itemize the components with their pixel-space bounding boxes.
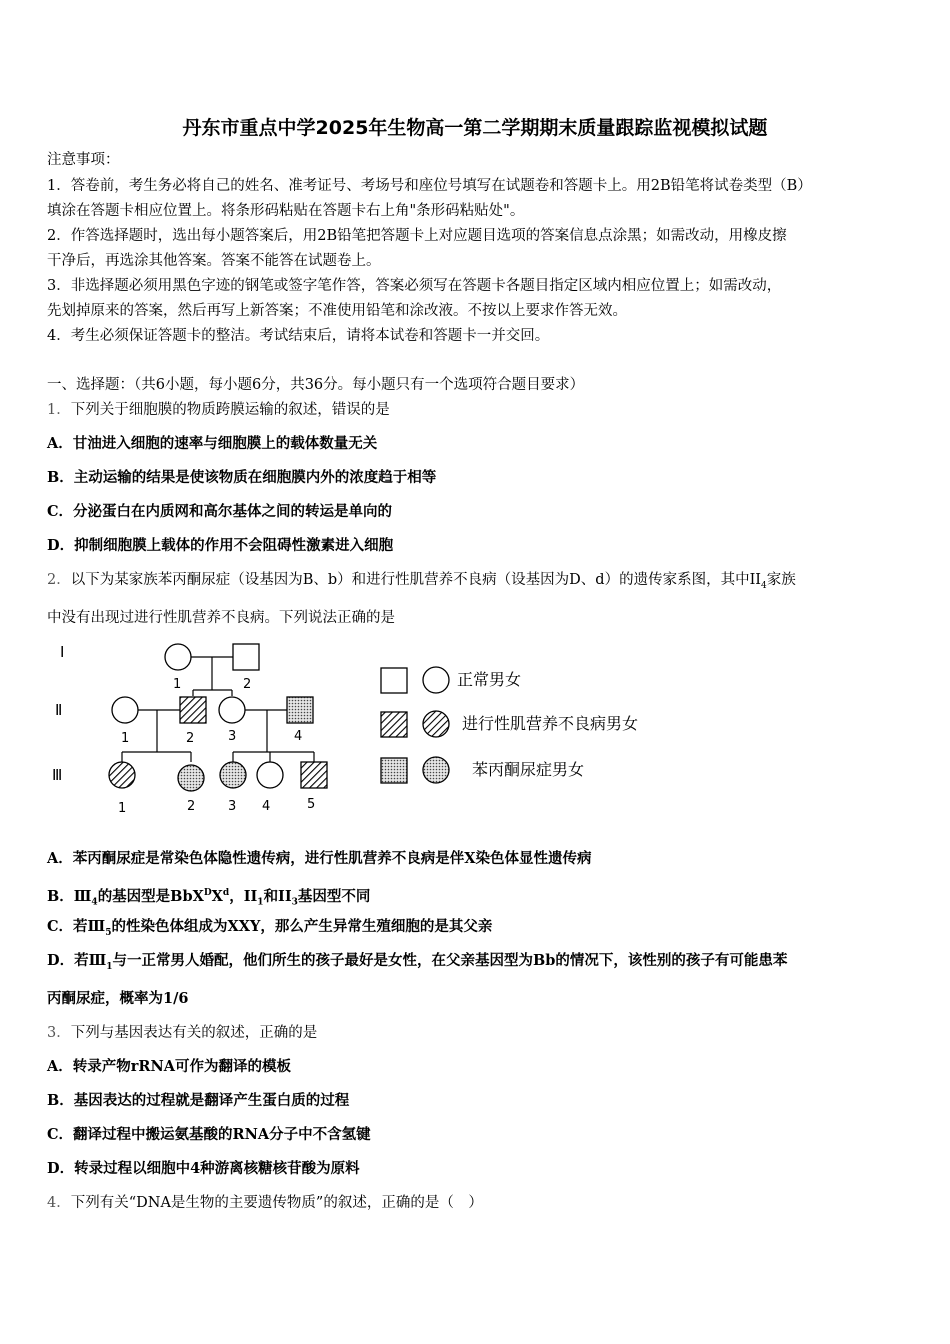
legend-female-normal xyxy=(423,667,449,693)
person-number: 1 xyxy=(121,731,130,746)
pedigree-chart xyxy=(0,630,700,830)
notice-line: 干净后，再选涂其他答案。答案不能答在试题卷上。 xyxy=(47,253,381,269)
legend-male-normal xyxy=(381,668,407,693)
question-number: 2． xyxy=(47,572,71,588)
person-III3-female-pku xyxy=(220,762,246,788)
notice-heading: 注意事项： xyxy=(47,152,120,168)
generation-label: Ⅰ xyxy=(60,643,65,661)
q2-option-d: D．若$Ⅲ_1$与一正常男人婚配，他们所生的孩子最好是女性，在父亲基因型为Bb的情况下，该性别的孩子有可能患苯 xyxy=(47,952,788,972)
question-text: 下列有关“DNA是生物的主要遗传物质”的叙述，正确的是（ ） xyxy=(70,1195,483,1211)
legend-male-pku xyxy=(381,758,407,783)
notice-line: 填涂在答题卡相应位置上。将条形码粘贴在答题卡右上角"条形码粘贴处"。 xyxy=(47,203,525,219)
generation-label: Ⅲ xyxy=(52,766,63,784)
legend-female-dmd xyxy=(423,711,449,737)
person-II2-male-dmd xyxy=(180,697,206,723)
legend-label: 苯丙酮尿症男女 xyxy=(472,760,585,779)
person-number: 3 xyxy=(228,799,237,814)
person-II4-male-pku xyxy=(287,697,313,723)
q1-option-a: A．甘油进入细胞的速率与细胞膜上的载体数量无关 xyxy=(47,435,378,452)
person-number: 2 xyxy=(243,677,252,692)
pedigree-lines xyxy=(122,657,314,762)
person-III4-female xyxy=(257,762,283,788)
q3-option-b: B．基因表达的过程就是翻译产生蛋白质的过程 xyxy=(47,1092,350,1109)
person-number: 3 xyxy=(228,729,237,744)
question-2-stem: 2．以下为某家族苯丙酮尿症（设基因为B、b）和进行性肌营养不良病（设基因为D、d）的遗传家系图，其中$II_4$家族 xyxy=(47,572,796,591)
q2-option-b: B．$Ⅲ_4$的基因型是$BbX^DX^d$，$II_1$和$II_3$基因型不同 xyxy=(47,887,371,908)
person-number: 2 xyxy=(187,799,196,814)
pedigree-legend xyxy=(381,667,638,783)
person-number: 4 xyxy=(294,729,303,744)
notice-line: 3．非选择题必须用黑色字迹的钢笔或签字笔作答，答案必须写在答题卡各题目指定区域内相应位置上；如需改动， xyxy=(47,278,782,294)
question-3-stem xyxy=(47,1023,907,1043)
notice-line: 4．考生必须保证答题卡的整洁。考试结束后，请将本试卷和答题卡一并交回。 xyxy=(47,328,550,344)
question-4-stem xyxy=(47,1193,907,1213)
person-number: 1 xyxy=(118,801,127,816)
legend-female-pku xyxy=(423,757,449,783)
q1-option-c: C．分泌蛋白在内质网和高尔基体之间的转运是单向的 xyxy=(47,503,393,520)
person-number: 2 xyxy=(186,731,195,746)
person-II3-female xyxy=(219,697,245,723)
person-II1-female xyxy=(112,697,138,723)
generation-label: Ⅱ xyxy=(55,701,63,719)
q2-option-d-cont: 丙酮尿症，概率为1/6 xyxy=(47,990,189,1007)
q2-option-c: C．若$Ⅲ_5$的性染色体组成为XXY，那么产生异常生殖细胞的是其父亲 xyxy=(47,918,493,938)
question-number: 3． xyxy=(47,1025,71,1041)
person-number: 5 xyxy=(307,797,316,812)
question-1-stem xyxy=(47,400,907,420)
person-III1-female-dmd xyxy=(109,762,135,788)
question-text: 下列关于细胞膜的物质跨膜运输的叙述，错误的是 xyxy=(70,402,390,418)
legend-label: 正常男女 xyxy=(457,670,522,689)
q3-option-a: A．转录产物rRNA可作为翻译的模板 xyxy=(47,1058,291,1075)
legend-label: 进行性肌营养不良病男女 xyxy=(462,714,639,733)
question-2-stem-cont: 中没有出现过进行性肌营养不良病。下列说法正确的是 xyxy=(47,610,395,626)
q3-option-d: D．转录过程以细胞中4种游离核糖核苷酸为原料 xyxy=(47,1160,360,1177)
q3-option-c: C．翻译过程中搬运氨基酸的RNA分子中不含氢键 xyxy=(47,1126,371,1143)
q2-option-a: A．苯丙酮尿症是常染色体隐性遗传病，进行性肌营养不良病是伴X染色体显性遗传病 xyxy=(47,850,592,867)
question-number: 1． xyxy=(47,402,71,418)
legend-male-dmd xyxy=(381,712,407,737)
notice-line: 1．答卷前，考生务必将自己的姓名、准考证号、考场号和座位号填写在试题卷和答题卡上。用2B铅笔将试卷类型（B） xyxy=(47,178,812,194)
question-text: 下列与基因表达有关的叙述，正确的是 xyxy=(70,1025,318,1041)
person-III2-female-pku xyxy=(178,765,204,791)
q1-option-d: D．抑制细胞膜上载体的作用不会阻碍性激素进入细胞 xyxy=(47,537,394,554)
person-III5-male-dmd xyxy=(301,762,327,788)
page-title: 丹东市重点中学2025年生物高一第二学期期末质量跟踪监视模拟试题 xyxy=(182,117,768,139)
section-heading: 一、选择题：（共6小题，每小题6分，共36分。每小题只有一个选项符合题目要求） xyxy=(47,377,585,393)
notice-line: 先划掉原来的答案，然后再写上新答案；不准使用铅笔和涂改液。不按以上要求作答无效。 xyxy=(47,303,627,319)
notice-line: 2．作答选择题时，选出每小题答案后，用2B铅笔把答题卡上对应题目选项的答案信息点涂黑；如需改动，用橡皮擦 xyxy=(47,228,787,244)
q1-option-b: B．主动运输的结果是使该物质在细胞膜内外的浓度趋于相等 xyxy=(47,469,437,486)
question-number: 4． xyxy=(47,1195,71,1211)
person-I1-female xyxy=(165,644,191,670)
person-number: 4 xyxy=(262,799,271,814)
person-I2-male xyxy=(233,644,259,670)
person-number: 1 xyxy=(173,677,182,692)
